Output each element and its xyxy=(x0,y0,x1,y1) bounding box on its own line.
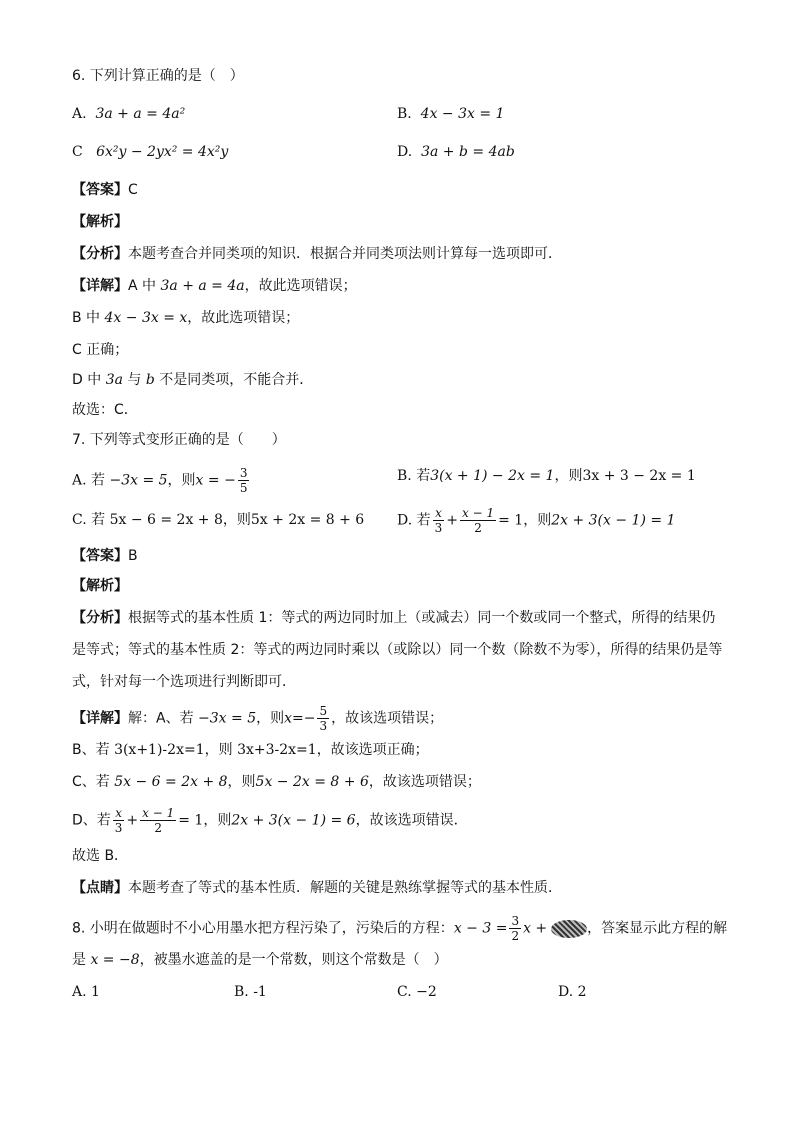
q7-option-a: A. 若 −3x = 5，则x = − $\frac{3}{5}$ xyxy=(72,466,248,495)
q6-detail-1: 【详解】A 中 3a + a = 4a，故此选项错误； xyxy=(72,278,357,294)
q7-choose: 故选 B． xyxy=(72,848,129,864)
q6-choose: 故选：C． xyxy=(72,402,138,418)
q6-answer: 【答案】C xyxy=(72,182,138,198)
q7-detail-4: D、若 $\frac{x}{3}$ + $\frac{x - 1}{2}$ = 1，则2x + 3(x − 1) = 6，故该选项错误． xyxy=(72,806,468,835)
q7-detail-2: B、若 3(x+1)-2x=1，则 3x+3-2x=1，故该选项正确； xyxy=(72,742,429,758)
q6-stem: 6. 下列计算正确的是（ ） xyxy=(72,68,244,84)
q7-analysis-tag: 【解析】 xyxy=(72,578,128,594)
q6-option-c: C 6x²y − 2yx² = 4x²y xyxy=(72,144,229,160)
q6-fenxi: 【分析】本题考查合并同类项的知识．根据合并同类项法则计算每一选项即可． xyxy=(72,246,562,262)
ink-blot xyxy=(551,920,587,938)
q6-option-d: D. 3a + b = 4ab xyxy=(397,144,515,160)
q6-detail-2: B 中 4x − 3x = x，故此选项错误； xyxy=(72,310,300,326)
q7-dianjing: 【点睛】本题考查了等式的基本性质．解题的关键是熟练掌握等式的基本性质． xyxy=(72,880,562,896)
q7-option-b: B. 若3(x + 1) − 2x = 1，则3x + 3 − 2x = 1 xyxy=(397,468,696,484)
q7-fenxi-3: 式，针对每一个选项进行判断即可． xyxy=(72,674,296,690)
q7-fenxi-1: 【分析】根据等式的基本性质 1：等式的两边同时加上（或减去）同一个数或同一个整式，所得的结果仍 xyxy=(72,610,716,626)
q7-answer: 【答案】B xyxy=(72,548,138,564)
q6-detail-3: C 正确； xyxy=(72,342,129,358)
q6-analysis-tag: 【解析】 xyxy=(72,214,128,230)
q6-option-b: B. 4x − 3x = 1 xyxy=(397,106,505,122)
q7-detail-3: C、若 5x − 6 = 2x + 8，则5x − 2x = 8 + 6，故该选项错误； xyxy=(72,774,481,790)
q7-fenxi-2: 是等式；等式的基本性质 2：等式的两边同时乘以（或除以）同一个数（除数不为零），所得的结果仍是等 xyxy=(72,642,723,658)
q7-option-c: C. 若 5x − 6 = 2x + 8，则5x + 2x = 8 + 6 xyxy=(72,512,365,528)
q7-stem: 7. 下列等式变形正确的是（ ） xyxy=(72,432,286,448)
q8-option-d: D. 2 xyxy=(558,984,587,1000)
q7-option-d: D. 若 $\frac{x}{3}$ + $\frac{x - 1}{2}$ = 1，则2x + 3(x − 1) = 1 xyxy=(397,506,676,535)
q6-detail-4: D 中 3a 与 b 不是同类项，不能合并． xyxy=(72,372,314,388)
q8-stem-line-1: 8. 小明在做题时不小心用墨水把方程污染了，污染后的方程：x − 3 = $\frac{3}{2}$ x + ，答案显示此方程的解 xyxy=(72,914,728,943)
q6-option-a: A. 3a + a = 4a² xyxy=(72,106,186,122)
q8-stem-line-2: 是 x = −8，被墨水遮盖的是一个常数，则这个常数是（ ） xyxy=(72,952,448,968)
q8-option-c: C. −2 xyxy=(397,984,437,1000)
q8-option-a: A. 1 xyxy=(72,984,100,1000)
q7-detail-1: 【详解】解：A、若 −3x = 5，则x=− $\frac{5}{3}$ ，故该选项错误； xyxy=(72,704,444,733)
q8-option-b: B. -1 xyxy=(234,984,267,1000)
